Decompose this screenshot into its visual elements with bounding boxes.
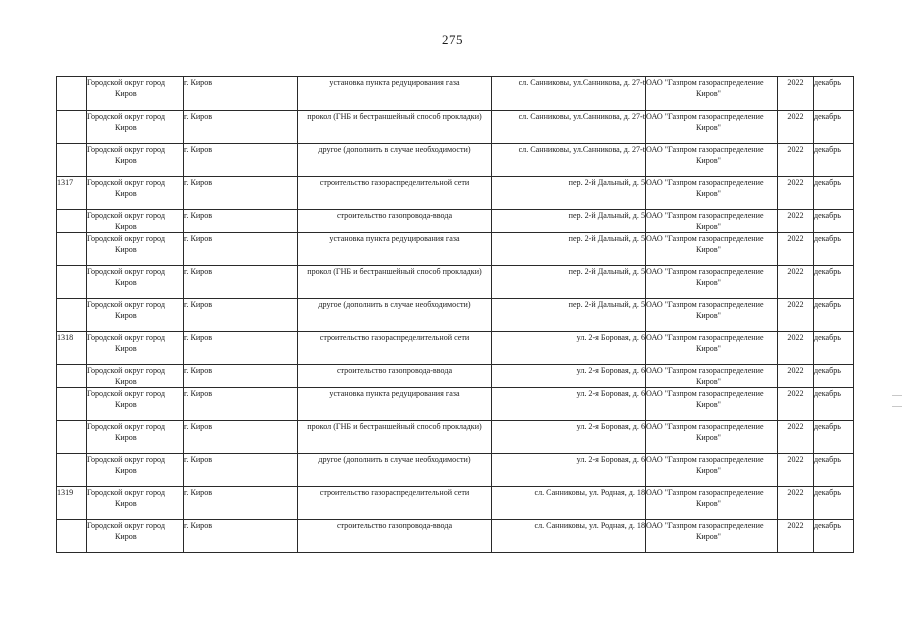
organization-line-1: ОАО "Газпром газораспределение bbox=[646, 389, 764, 398]
municipality-cell bbox=[87, 233, 184, 266]
municipality-line-2: Киров bbox=[115, 278, 137, 287]
locality-cell: г. Киров bbox=[184, 266, 298, 299]
organization-line-2: Киров" bbox=[696, 532, 721, 541]
municipality-cell bbox=[87, 388, 184, 421]
organization-line-1: ОАО "Газпром газораспределение bbox=[646, 178, 764, 187]
locality-cell: г. Киров bbox=[184, 454, 298, 487]
year-cell: 2022 bbox=[778, 299, 814, 332]
address-cell: пер. 2-й Дальный, д. 5 bbox=[492, 233, 646, 266]
municipality-line-2: Киров bbox=[115, 156, 137, 165]
municipality-line-1: Городской округ город bbox=[87, 211, 165, 220]
organization-line-1: ОАО "Газпром газораспределение bbox=[646, 211, 764, 220]
organization-cell bbox=[646, 77, 778, 111]
table-row bbox=[57, 454, 854, 487]
works-table bbox=[56, 76, 854, 553]
work-type-cell: прокол (ГНБ и бестраншейный способ прокладки) bbox=[298, 266, 492, 299]
locality-cell: г. Киров bbox=[184, 388, 298, 421]
row-number bbox=[57, 388, 87, 421]
table-row bbox=[57, 520, 854, 553]
organization-line-2: Киров" bbox=[696, 89, 721, 98]
municipality-line-1: Городской округ город bbox=[87, 234, 165, 243]
municipality-cell bbox=[87, 332, 184, 365]
organization-cell bbox=[646, 111, 778, 144]
organization-line-2: Киров" bbox=[696, 499, 721, 508]
organization-cell bbox=[646, 454, 778, 487]
work-type-cell: строительство газопровода-ввода bbox=[298, 210, 492, 233]
year-cell: 2022 bbox=[778, 421, 814, 454]
address-cell: сл. Санниковы, ул. Родная, д. 18 bbox=[492, 487, 646, 520]
municipality-cell bbox=[87, 210, 184, 233]
municipality-cell bbox=[87, 144, 184, 177]
year-cell: 2022 bbox=[778, 233, 814, 266]
work-type-cell: строительство газораспределительной сети bbox=[298, 487, 492, 520]
address-cell: сл. Санниковы, ул.Санникова, д. 27-t bbox=[492, 111, 646, 144]
year-cell: 2022 bbox=[778, 520, 814, 553]
month-cell: декабрь bbox=[814, 177, 854, 210]
locality-cell: г. Киров bbox=[184, 210, 298, 233]
municipality-cell bbox=[87, 520, 184, 553]
month-cell: декабрь bbox=[814, 332, 854, 365]
municipality-line-2: Киров bbox=[115, 245, 137, 254]
locality-cell: г. Киров bbox=[184, 77, 298, 111]
month-cell: декабрь bbox=[814, 454, 854, 487]
municipality-line-1: Городской округ город bbox=[87, 488, 165, 497]
address-cell: пер. 2-й Дальный, д. 5 bbox=[492, 299, 646, 332]
work-type-cell: строительство газораспределительной сети bbox=[298, 177, 492, 210]
row-number bbox=[57, 365, 87, 388]
municipality-line-1: Городской округ город bbox=[87, 112, 165, 121]
address-cell: пер. 2-й Дальный, д. 5 bbox=[492, 210, 646, 233]
locality-cell: г. Киров bbox=[184, 487, 298, 520]
organization-line-1: ОАО "Газпром газораспределение bbox=[646, 300, 764, 309]
year-cell: 2022 bbox=[778, 210, 814, 233]
month-cell: декабрь bbox=[814, 77, 854, 111]
municipality-line-1: Городской округ город bbox=[87, 78, 165, 87]
organization-cell bbox=[646, 421, 778, 454]
row-number: 1319 bbox=[57, 487, 87, 520]
work-type-cell: строительство газопровода-ввода bbox=[298, 365, 492, 388]
table-row bbox=[57, 299, 854, 332]
organization-line-1: ОАО "Газпром газораспределение bbox=[646, 521, 764, 530]
address-cell: ул. 2-я Боровая, д. 6 bbox=[492, 332, 646, 365]
municipality-line-2: Киров bbox=[115, 123, 137, 132]
table-row bbox=[57, 388, 854, 421]
municipality-line-1: Городской округ город bbox=[87, 389, 165, 398]
page-number: 275 bbox=[442, 32, 463, 47]
year-cell: 2022 bbox=[778, 144, 814, 177]
municipality-cell bbox=[87, 299, 184, 332]
row-number bbox=[57, 233, 87, 266]
municipality-cell bbox=[87, 454, 184, 487]
municipality-line-1: Городской округ город bbox=[87, 366, 165, 375]
municipality-line-2: Киров bbox=[115, 532, 137, 541]
year-cell: 2022 bbox=[778, 332, 814, 365]
row-number bbox=[57, 111, 87, 144]
organization-line-2: Киров" bbox=[696, 466, 721, 475]
work-type-cell: установка пункта редуцирования газа bbox=[298, 77, 492, 111]
month-cell: декабрь bbox=[814, 266, 854, 299]
month-cell: декабрь bbox=[814, 365, 854, 388]
locality-cell: г. Киров bbox=[184, 111, 298, 144]
municipality-line-1: Городской округ город bbox=[87, 333, 165, 342]
month-cell: декабрь bbox=[814, 111, 854, 144]
organization-line-1: ОАО "Газпром газораспределение bbox=[646, 366, 764, 375]
margin-mark bbox=[892, 395, 902, 396]
locality-cell: г. Киров bbox=[184, 332, 298, 365]
municipality-cell bbox=[87, 77, 184, 111]
organization-line-1: ОАО "Газпром газораспределение bbox=[646, 112, 764, 121]
work-type-cell: прокол (ГНБ и бестраншейный способ прокладки) bbox=[298, 111, 492, 144]
organization-cell bbox=[646, 332, 778, 365]
year-cell: 2022 bbox=[778, 487, 814, 520]
organization-line-1: ОАО "Газпром газораспределение bbox=[646, 455, 764, 464]
municipality-line-1: Городской округ город bbox=[87, 267, 165, 276]
municipality-line-2: Киров bbox=[115, 311, 137, 320]
address-cell: сл. Санниковы, ул.Санникова, д. 27-t bbox=[492, 144, 646, 177]
organization-line-1: ОАО "Газпром газораспределение bbox=[646, 234, 764, 243]
work-type-cell: другое (дополнить в случае необходимости) bbox=[298, 299, 492, 332]
table-row bbox=[57, 177, 854, 210]
row-number bbox=[57, 454, 87, 487]
table-row bbox=[57, 487, 854, 520]
table-row bbox=[57, 332, 854, 365]
locality-cell: г. Киров bbox=[184, 144, 298, 177]
address-cell: ул. 2-я Боровая, д. 6 bbox=[492, 365, 646, 388]
municipality-cell bbox=[87, 365, 184, 388]
table-row bbox=[57, 144, 854, 177]
locality-cell: г. Киров bbox=[184, 520, 298, 553]
work-type-cell: другое (дополнить в случае необходимости) bbox=[298, 144, 492, 177]
municipality-cell bbox=[87, 421, 184, 454]
organization-line-1: ОАО "Газпром газораспределение bbox=[646, 78, 764, 87]
municipality-line-2: Киров bbox=[115, 466, 137, 475]
locality-cell: г. Киров bbox=[184, 365, 298, 388]
row-number: 1318 bbox=[57, 332, 87, 365]
organization-cell bbox=[646, 487, 778, 520]
organization-cell bbox=[646, 388, 778, 421]
organization-cell bbox=[646, 144, 778, 177]
year-cell: 2022 bbox=[778, 111, 814, 144]
work-type-cell: строительство газопровода-ввода bbox=[298, 520, 492, 553]
month-cell: декабрь bbox=[814, 233, 854, 266]
organization-cell bbox=[646, 233, 778, 266]
address-cell: ул. 2-я Боровая, д. 6 bbox=[492, 388, 646, 421]
municipality-line-1: Городской округ город bbox=[87, 422, 165, 431]
work-type-cell: строительство газораспределительной сети bbox=[298, 332, 492, 365]
municipality-line-1: Городской округ город bbox=[87, 300, 165, 309]
municipality-line-2: Киров bbox=[115, 222, 137, 231]
organization-line-2: Киров" bbox=[696, 189, 721, 198]
year-cell: 2022 bbox=[778, 454, 814, 487]
address-cell: ул. 2-я Боровая, д. 6 bbox=[492, 454, 646, 487]
work-type-cell: установка пункта редуцирования газа bbox=[298, 388, 492, 421]
locality-cell: г. Киров bbox=[184, 421, 298, 454]
table-row bbox=[57, 210, 854, 233]
month-cell: декабрь bbox=[814, 210, 854, 233]
organization-line-2: Киров" bbox=[696, 156, 721, 165]
address-cell: пер. 2-й Дальный, д. 5 bbox=[492, 266, 646, 299]
organization-line-1: ОАО "Газпром газораспределение bbox=[646, 267, 764, 276]
municipality-line-2: Киров bbox=[115, 189, 137, 198]
organization-cell bbox=[646, 266, 778, 299]
organization-line-2: Киров" bbox=[696, 311, 721, 320]
table-row bbox=[57, 77, 854, 111]
organization-line-1: ОАО "Газпром газораспределение bbox=[646, 333, 764, 342]
municipality-line-2: Киров bbox=[115, 499, 137, 508]
margin-mark bbox=[892, 406, 902, 407]
organization-line-2: Киров" bbox=[696, 344, 721, 353]
organization-cell bbox=[646, 365, 778, 388]
municipality-line-1: Городской округ город bbox=[87, 178, 165, 187]
work-type-cell: установка пункта редуцирования газа bbox=[298, 233, 492, 266]
municipality-cell bbox=[87, 487, 184, 520]
work-type-cell: другое (дополнить в случае необходимости) bbox=[298, 454, 492, 487]
organization-cell bbox=[646, 210, 778, 233]
organization-line-2: Киров" bbox=[696, 222, 721, 231]
municipality-line-1: Городской округ город bbox=[87, 455, 165, 464]
month-cell: декабрь bbox=[814, 421, 854, 454]
organization-line-1: ОАО "Газпром газораспределение bbox=[646, 488, 764, 497]
table-row bbox=[57, 421, 854, 454]
municipality-cell bbox=[87, 177, 184, 210]
month-cell: декабрь bbox=[814, 487, 854, 520]
month-cell: декабрь bbox=[814, 299, 854, 332]
municipality-line-1: Городской округ город bbox=[87, 521, 165, 530]
organization-line-2: Киров" bbox=[696, 400, 721, 409]
table-row bbox=[57, 233, 854, 266]
organization-line-1: ОАО "Газпром газораспределение bbox=[646, 145, 764, 154]
row-number bbox=[57, 520, 87, 553]
organization-line-2: Киров" bbox=[696, 245, 721, 254]
row-number bbox=[57, 144, 87, 177]
row-number bbox=[57, 77, 87, 111]
locality-cell: г. Киров bbox=[184, 233, 298, 266]
organization-line-2: Киров" bbox=[696, 123, 721, 132]
year-cell: 2022 bbox=[778, 365, 814, 388]
municipality-line-1: Городской округ город bbox=[87, 145, 165, 154]
address-cell: ул. 2-я Боровая, д. 6 bbox=[492, 421, 646, 454]
row-number bbox=[57, 210, 87, 233]
locality-cell: г. Киров bbox=[184, 299, 298, 332]
row-number: 1317 bbox=[57, 177, 87, 210]
organization-cell bbox=[646, 299, 778, 332]
municipality-line-2: Киров bbox=[115, 344, 137, 353]
table-row bbox=[57, 365, 854, 388]
municipality-line-2: Киров bbox=[115, 89, 137, 98]
table-row bbox=[57, 266, 854, 299]
organization-line-2: Киров" bbox=[696, 278, 721, 287]
municipality-cell bbox=[87, 266, 184, 299]
row-number bbox=[57, 299, 87, 332]
month-cell: декабрь bbox=[814, 520, 854, 553]
organization-cell bbox=[646, 177, 778, 210]
month-cell: декабрь bbox=[814, 388, 854, 421]
address-cell: сл. Санниковы, ул.Санникова, д. 27-t bbox=[492, 77, 646, 111]
work-type-cell: прокол (ГНБ и бестраншейный способ прокладки) bbox=[298, 421, 492, 454]
organization-line-2: Киров" bbox=[696, 433, 721, 442]
year-cell: 2022 bbox=[778, 266, 814, 299]
year-cell: 2022 bbox=[778, 77, 814, 111]
municipality-line-2: Киров bbox=[115, 377, 137, 386]
organization-cell bbox=[646, 520, 778, 553]
year-cell: 2022 bbox=[778, 177, 814, 210]
month-cell: декабрь bbox=[814, 144, 854, 177]
row-number bbox=[57, 421, 87, 454]
municipality-line-2: Киров bbox=[115, 433, 137, 442]
address-cell: пер. 2-й Дальный, д. 5 bbox=[492, 177, 646, 210]
locality-cell: г. Киров bbox=[184, 177, 298, 210]
address-cell: сл. Санниковы, ул. Родная, д. 18 bbox=[492, 520, 646, 553]
organization-line-2: Киров" bbox=[696, 377, 721, 386]
year-cell: 2022 bbox=[778, 388, 814, 421]
municipality-line-2: Киров bbox=[115, 400, 137, 409]
table-row bbox=[57, 111, 854, 144]
row-number bbox=[57, 266, 87, 299]
organization-line-1: ОАО "Газпром газораспределение bbox=[646, 422, 764, 431]
municipality-cell bbox=[87, 111, 184, 144]
